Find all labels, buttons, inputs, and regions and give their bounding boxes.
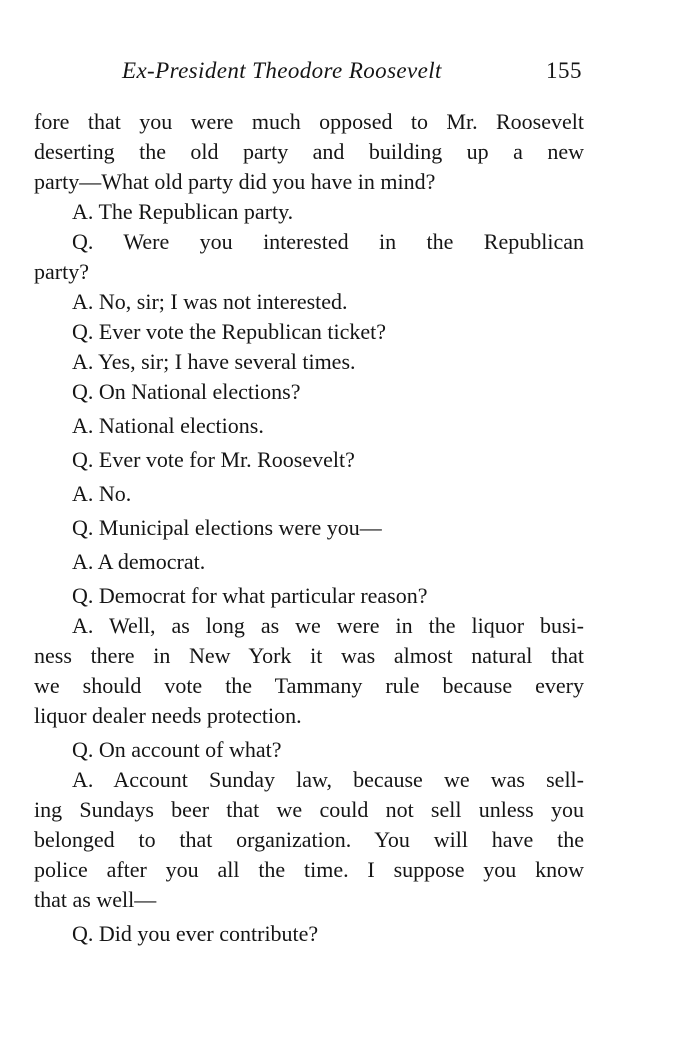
text-line: ing Sundays beer that we could not sell unless you (34, 797, 584, 822)
answer-line: A. A democrat. (72, 549, 206, 574)
text-line: police after you all the time. I suppose you know (34, 857, 584, 882)
answer-line: A. No, sir; I was not interested. (72, 289, 348, 314)
question-line: Q. Did you ever contribute? (72, 921, 319, 946)
text-line: liquor dealer needs protection. (34, 703, 302, 728)
text-line: party? (34, 259, 89, 284)
question-line: Q. On account of what? (72, 737, 282, 762)
text-line: belonged to that organization. You will have the (34, 827, 584, 852)
question-line: Q. Were you interested in the Republican (72, 229, 584, 254)
answer-line: A. Account Sunday law, because we was sell- (72, 767, 584, 792)
text-line: that as well— (34, 887, 157, 912)
question-line: Q. Ever vote the Republican ticket? (72, 319, 386, 344)
running-title: Ex-President Theodore Roosevelt (122, 58, 442, 83)
text-line: ness there in New York it was almost natural that (34, 643, 584, 668)
answer-line: A. No. (72, 481, 132, 506)
answer-line: A. Yes, sir; I have several times. (72, 349, 356, 374)
text-line: we should vote the Tammany rule because every (34, 673, 584, 698)
answer-line: A. The Republican party. (72, 199, 294, 224)
text-line: deserting the old party and building up a new (34, 139, 584, 164)
text-line: party—What old party did you have in mind? (34, 169, 436, 194)
answer-line: A. Well, as long as we were in the liquor busi- (72, 613, 584, 638)
answer-line: A. National elections. (72, 413, 264, 438)
question-line: Q. On National elections? (72, 379, 301, 404)
question-line: Q. Municipal elections were you— (72, 515, 382, 540)
page-number: 155 (546, 58, 582, 83)
question-line: Q. Ever vote for Mr. Roosevelt? (72, 447, 355, 472)
body-text (34, 107, 584, 949)
text-line: fore that you were much opposed to Mr. Roosevelt (34, 109, 584, 134)
question-line: Q. Democrat for what particular reason? (72, 583, 428, 608)
